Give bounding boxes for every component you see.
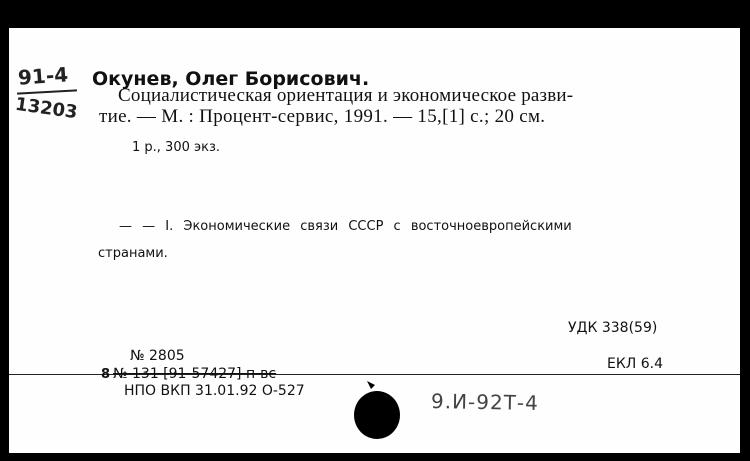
publisher-info: НПО ВКП 31.01.92 О-527 xyxy=(124,383,305,399)
subject-line-1: — — I. Экономические связи СССР с восточноевропейскими xyxy=(119,219,572,234)
shelf-mark-bottom: 13203 xyxy=(13,93,79,124)
struck-order-line: № 131 [91-57427] п-вс xyxy=(113,366,277,382)
ekl-code: ЕКЛ 6.4 xyxy=(607,356,664,372)
title-line-2: тие. — М. : Процент-сервис, 1991. — 15,[1] с.; 20 см. xyxy=(99,106,546,127)
shelf-mark-top: 91-4 xyxy=(17,62,69,90)
strike-prefix: 8 xyxy=(101,367,111,382)
shelf-mark-divider xyxy=(17,89,77,94)
udc-code: УДК 338(59) xyxy=(568,320,658,336)
title-line-1: Социалистическая ориентация и экономическое разви- xyxy=(118,85,574,106)
card-number: № 2805 xyxy=(130,348,185,364)
handwritten-code: 9.И-92Т-4 xyxy=(430,389,540,415)
catalog-card xyxy=(9,28,740,453)
subject-line-2: странами. xyxy=(98,246,168,261)
author-heading: Окунев, Олег Борисович. xyxy=(92,68,370,90)
price-run: 1 р., 300 экз. xyxy=(132,140,221,155)
punch-hole xyxy=(351,375,403,441)
